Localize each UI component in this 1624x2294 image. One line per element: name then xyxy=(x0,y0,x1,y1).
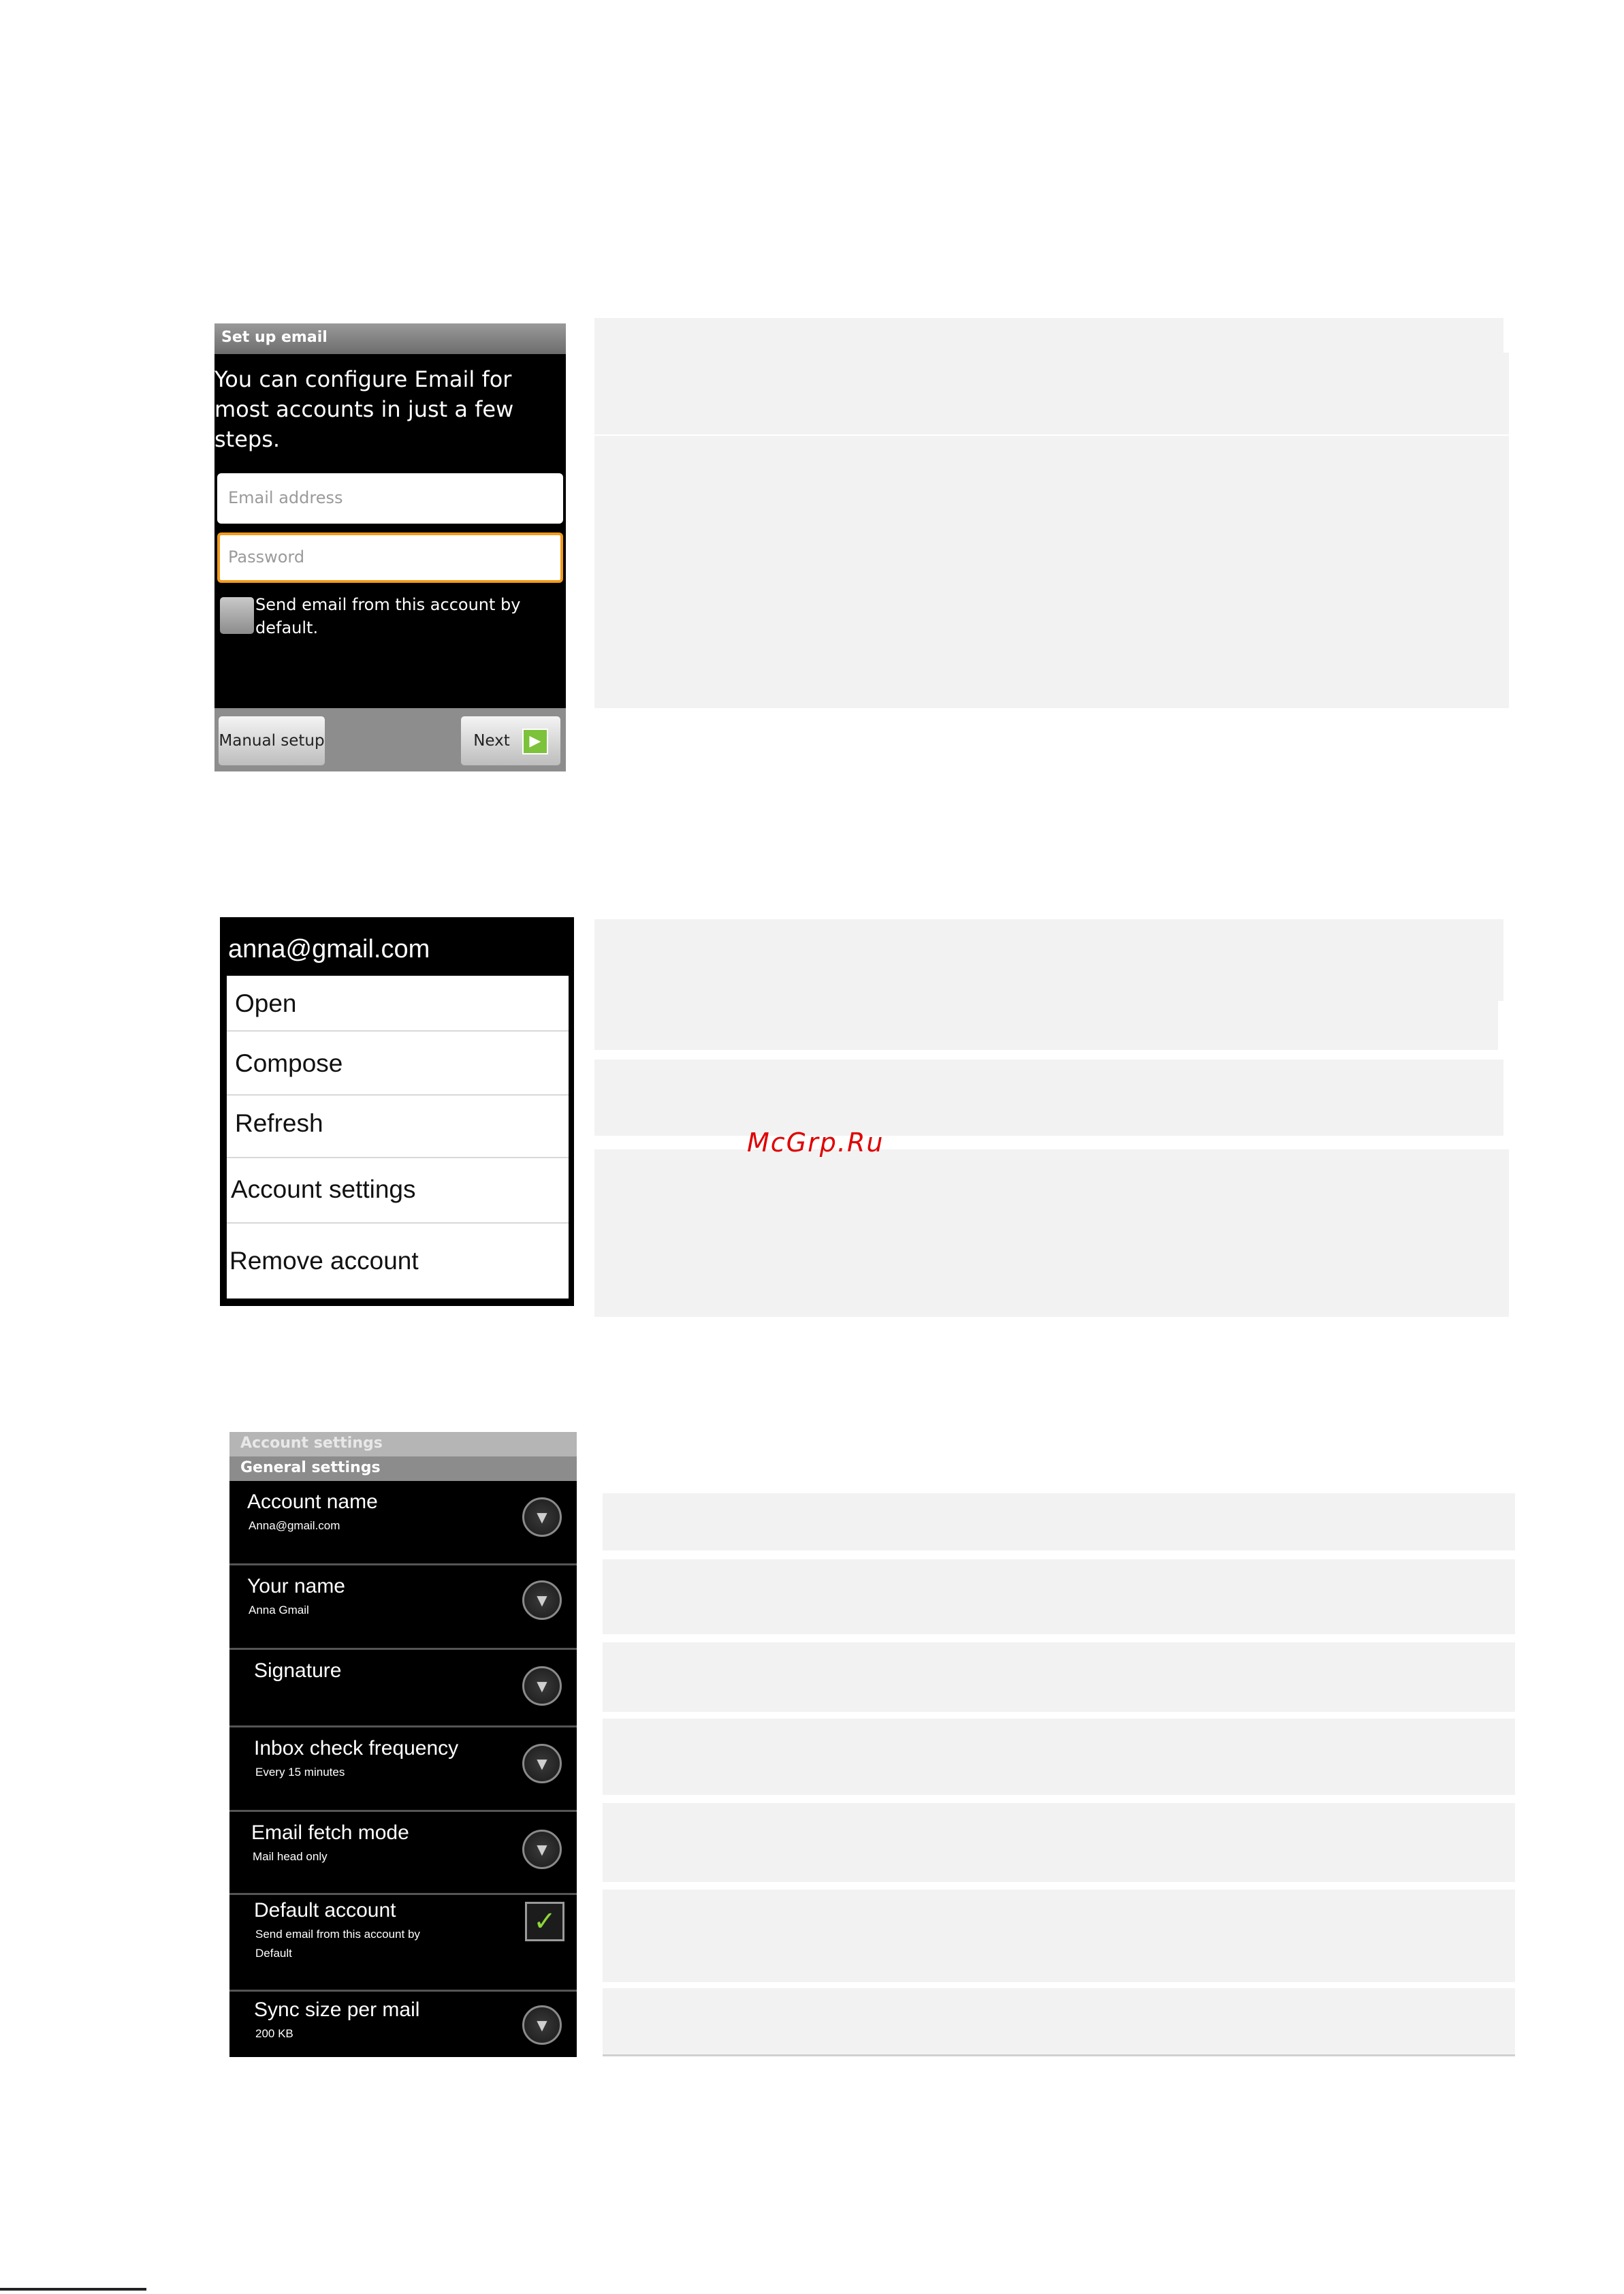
menu-item-refresh[interactable]: Refresh xyxy=(227,1096,569,1158)
setting-email-fetch-mode[interactable] xyxy=(229,1812,577,1895)
description-panel xyxy=(603,1988,1515,2056)
intro-text: You can configure Email for most accounts in just a few steps. xyxy=(214,366,514,452)
chevron-down-icon[interactable]: ▼ xyxy=(522,1666,562,1706)
footer-divider xyxy=(0,2288,146,2291)
description-panel xyxy=(594,436,1509,708)
chevron-down-icon[interactable]: ▼ xyxy=(522,1580,562,1620)
section-header: General settings xyxy=(229,1456,577,1481)
menu-account-title: anna@gmail.com xyxy=(228,935,430,963)
description-panel xyxy=(603,1493,1515,1550)
chevron-down-icon[interactable]: ▼ xyxy=(522,2005,562,2045)
next-button[interactable] xyxy=(461,716,560,765)
button-bar xyxy=(214,708,566,771)
menu-item-open[interactable]: Open xyxy=(227,976,569,1032)
description-panel xyxy=(594,1001,1498,1050)
screen-title: Set up email xyxy=(214,323,566,354)
chevron-down-icon[interactable]: ▼ xyxy=(522,1497,562,1537)
setting-summary: Anna Gmail xyxy=(249,1604,309,1616)
setting-sync-size-per-mail[interactable] xyxy=(229,1992,577,2057)
setting-title: Sync size per mail xyxy=(254,1998,420,2021)
manual-setup-label: Manual setup xyxy=(219,732,325,750)
setting-title: Your name xyxy=(247,1575,345,1597)
description-panel xyxy=(603,1559,1515,1634)
setting-summary: Send email from this account by Default xyxy=(255,1928,420,1960)
account-context-menu xyxy=(220,917,574,1306)
setting-title: Account name xyxy=(247,1491,378,1513)
setting-title: Signature xyxy=(254,1659,342,1682)
setting-title: Default account xyxy=(254,1899,396,1922)
setting-summary: 200 KB xyxy=(255,2027,293,2040)
chevron-down-icon[interactable]: ▼ xyxy=(522,1830,562,1869)
manual-setup-button[interactable] xyxy=(219,716,325,765)
setting-inbox-check-frequency[interactable] xyxy=(229,1727,577,1812)
setting-title: Inbox check frequency xyxy=(254,1737,459,1759)
setting-default-account[interactable] xyxy=(229,1895,577,1992)
arrow-right-icon: ▶ xyxy=(522,729,548,754)
setting-summary: Anna@gmail.com xyxy=(249,1519,340,1532)
checkmark-icon[interactable]: ✓ xyxy=(525,1902,564,1941)
description-panel xyxy=(594,1060,1503,1136)
menu-list xyxy=(227,976,569,1299)
setting-your-name[interactable] xyxy=(229,1565,577,1650)
setting-account-name[interactable] xyxy=(229,1481,577,1565)
setting-signature[interactable] xyxy=(229,1650,577,1727)
default-account-label: Send email from this account by default. xyxy=(255,595,521,637)
email-field[interactable]: Email address xyxy=(217,473,563,524)
setting-summary: Every 15 minutes xyxy=(255,1766,345,1779)
chevron-down-icon[interactable]: ▼ xyxy=(522,1744,562,1783)
menu-item-compose[interactable]: Compose xyxy=(227,1032,569,1096)
account-settings-screen xyxy=(229,1432,577,2057)
description-panel xyxy=(603,1803,1515,1882)
setting-summary: Mail head only xyxy=(253,1850,328,1863)
description-panel xyxy=(603,1642,1515,1712)
description-panel xyxy=(603,1890,1515,1982)
description-panel xyxy=(594,919,1503,1001)
menu-item-remove-account[interactable]: Remove account xyxy=(229,1247,419,1275)
menu-item-account-settings[interactable]: Account settings xyxy=(227,1158,569,1224)
watermark: McGrp.Ru xyxy=(747,1128,885,1158)
setup-email-screen xyxy=(214,323,566,771)
description-panel xyxy=(594,1149,1509,1317)
description-panel xyxy=(594,353,1509,434)
screen-title: Account settings xyxy=(229,1432,577,1456)
description-panel xyxy=(603,1719,1515,1795)
default-account-checkbox[interactable] xyxy=(220,597,254,634)
setting-title: Email fetch mode xyxy=(251,1821,409,1844)
next-label: Next xyxy=(473,732,510,750)
password-field[interactable]: Password xyxy=(217,532,563,583)
